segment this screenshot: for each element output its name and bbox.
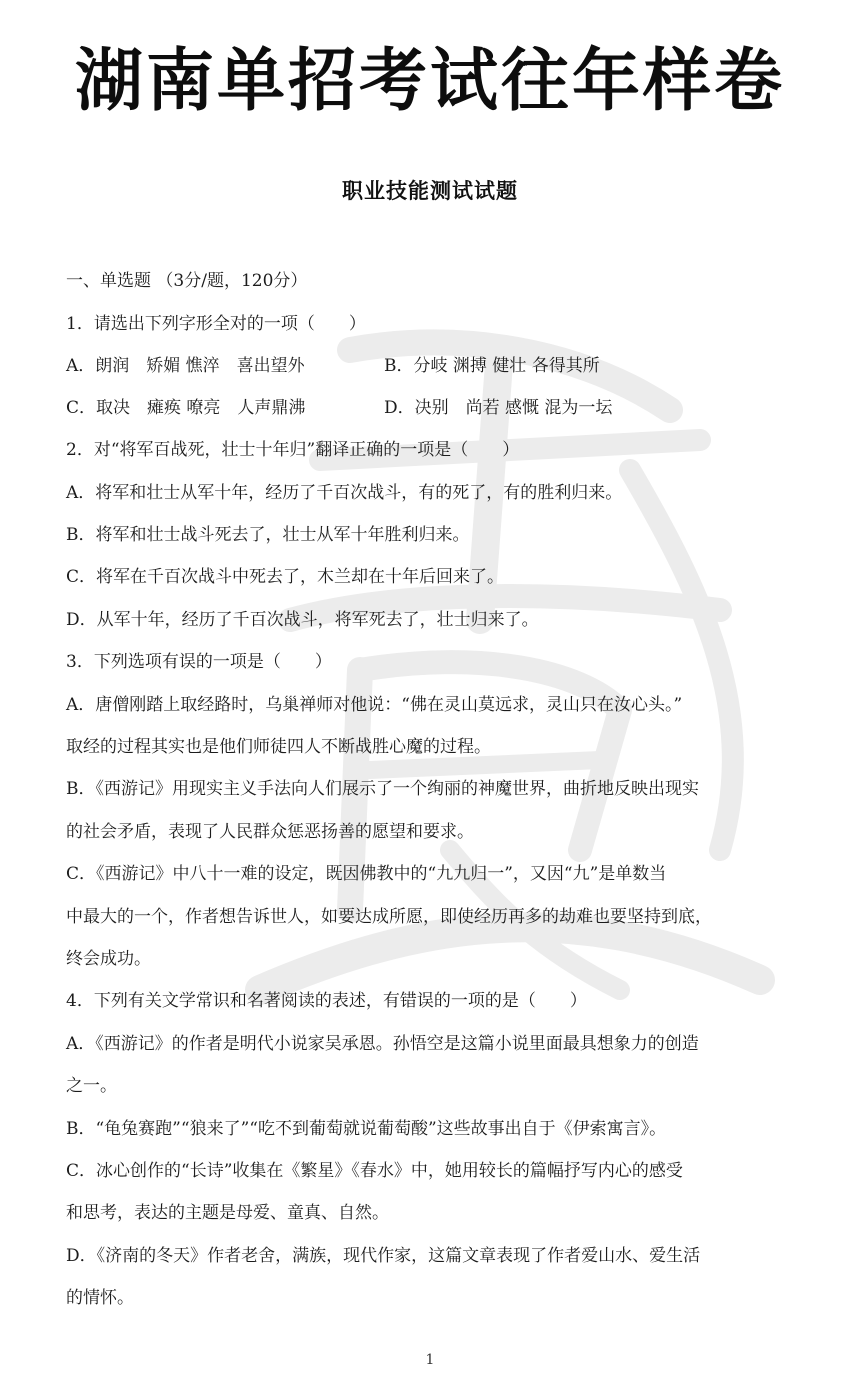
q3-option-a-line1: A．唐僧刚踏上取经路时，乌巢禅师对他说：“佛在灵山莫远求，灵山只在汝心头。” bbox=[66, 695, 683, 715]
q1-option-c: C．取决 瘫痪 嘹亮 人声鼎沸 bbox=[66, 398, 306, 418]
q2-stem: 2．对“将军百战死，壮士十年归”翻译正确的一项是（ ） bbox=[66, 440, 520, 460]
q4-stem: 4．下列有关文学常识和名著阅读的表述，有错误的一项的是（ ） bbox=[66, 991, 587, 1011]
q4-option-c-line1: C．冰心创作的“长诗”收集在《繁星》《春水》中，她用较长的篇幅抒写内心的感受 bbox=[66, 1161, 683, 1181]
q3-option-c-line2: 中最大的一个，作者想告诉世人，如要达成所愿，即使经历再多的劫难也要坚持到底， bbox=[66, 907, 712, 927]
q4-option-b-line1: B．“龟兔赛跑”“狼来了”“吃不到葡萄就说葡萄酸”这些故事出自于《伊索寓言》。 bbox=[66, 1119, 667, 1139]
q2-option-d: D．从军十年，经历了千百次战斗，将军死去了，壮士归来了。 bbox=[66, 610, 539, 630]
q3-option-b-line2: 的社会矛盾，表现了人民群众惩恶扬善的愿望和要求。 bbox=[66, 822, 474, 842]
sub-title: 职业技能测试试题 bbox=[342, 179, 518, 203]
q2-option-b: B．将军和壮士战斗死去了，壮士从军十年胜利归来。 bbox=[66, 525, 470, 545]
q1-option-b: B．分岐 渊搏 健壮 各得其所 bbox=[384, 356, 600, 376]
q1-option-a: A．朗润 矫媚 憔淬 喜出望外 bbox=[66, 356, 305, 376]
q2-option-c: C．将军在千百次战斗中死去了，木兰却在十年后回来了。 bbox=[66, 567, 505, 587]
q2-option-a: A．将军和壮士从军十年，经历了千百次战斗，有的死了，有的胜利归来。 bbox=[66, 483, 623, 503]
q1-stem: 1．请选出下列字形全对的一项（ ） bbox=[66, 314, 366, 334]
page-number: 1 bbox=[425, 1352, 435, 1368]
q3-option-b-line1: B．《西游记》用现实主义手法向人们展示了一个绚丽的神魔世界，曲折地反映出现实 bbox=[66, 779, 699, 799]
q4-option-c-line2: 和思考，表达的主题是母爱、童真、自然。 bbox=[66, 1203, 389, 1223]
q4-option-d-line2: 的情怀。 bbox=[66, 1288, 134, 1308]
q4-option-a-line2: 之一。 bbox=[66, 1076, 117, 1096]
q3-stem: 3．下列选项有误的一项是（ ） bbox=[66, 652, 332, 672]
q3-option-c-line3: 终会成功。 bbox=[66, 949, 151, 969]
q4-option-d-line1: D．《济南的冬天》作者老舍，满族，现代作家，这篇文章表现了作者爱山水、爱生活 bbox=[66, 1246, 701, 1266]
q1-option-d: D．决别 尚若 感慨 混为一坛 bbox=[384, 398, 613, 418]
banner-title: 湖南单招考试往年样卷 bbox=[74, 42, 785, 121]
q3-option-a-line2: 取经的过程其实也是他们师徒四人不断战胜心魔的过程。 bbox=[66, 737, 491, 757]
section-heading: 一、单选题 （3分/题，120分） bbox=[66, 271, 308, 291]
q3-option-c-line1: C．《西游记》中八十一难的设定，既因佛教中的“九九归一”，又因“九”是单数当 bbox=[66, 864, 667, 884]
q4-option-a-line1: A．《西游记》的作者是明代小说家吴承恩。孙悟空是这篇小说里面最具想象力的创造 bbox=[66, 1034, 699, 1054]
